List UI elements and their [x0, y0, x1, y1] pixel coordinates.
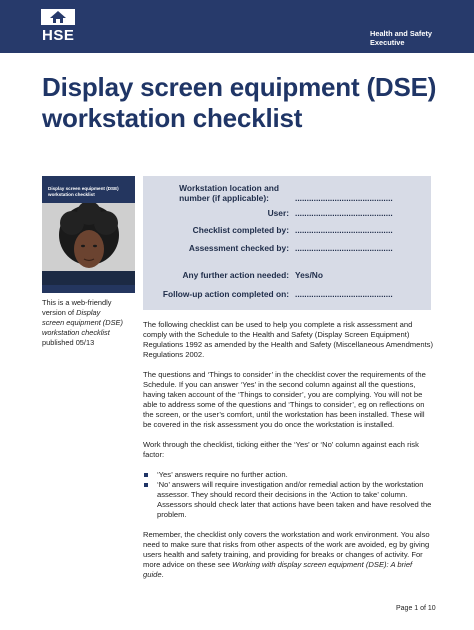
- intro-paragraph-2: The questions and ‘Things to consider’ in the checklist cover the requirements of the Schedule. If you can answer ‘Yes’ in the second column against all the questions, having taken account of the ‘Things to consider’, you are complying. You will not be able to address some of the questions and ‘Things to consider’, eg on reflections on the screen, or the user’s comfort, until the workstation has been installed. These will be covered in the risk assessment you do once the workstation is installed.: [143, 370, 426, 429]
- note-line-5: published 05/13: [42, 338, 95, 347]
- intro-text: [143, 320, 433, 590]
- further-action-field[interactable]: Yes/No: [295, 270, 323, 280]
- intro-paragraph-1: The following checklist can be used to help you complete a risk assessment and comply with the Schedule to the Health and Safety (Display Screen Equipment) Regulations 1992 as amended by the Health and Safety (Miscellaneous Amendments) Regulations 2002.: [143, 320, 434, 359]
- title-line-1: Display screen equipment (DSE): [42, 72, 437, 102]
- org-line-1: Health and Safety: [370, 29, 433, 38]
- location-label-line-1: Workstation location and: [179, 183, 279, 193]
- bullet-yes: [143, 470, 433, 480]
- note-line-3: [42, 318, 136, 328]
- location-label: [179, 183, 279, 203]
- logo-text: HSE: [42, 27, 75, 44]
- note-line-2-title: Display: [76, 308, 101, 317]
- user-field[interactable]: ..........................................: [295, 208, 393, 218]
- note-line-2-prefix: version of: [42, 308, 77, 317]
- note-line-4-title: workstation checklist: [42, 328, 110, 337]
- note-line-1: This is a web-friendly: [42, 298, 112, 307]
- further-action-label: Any further action needed:: [182, 270, 289, 280]
- web-version-note: [42, 298, 136, 348]
- assessment-details-form: [143, 176, 431, 310]
- org-line-2: Executive: [370, 38, 405, 47]
- bullet-no-text: ‘No’ answers will require investigation and/or remedial action by the workstation assessor. They should record their decisions in the ‘Action to take’ column. Assessors should check later that actions have been taken and have resolved the problem.: [157, 480, 432, 519]
- cover-title-line-1: Display screen equipment (DSE): [48, 186, 119, 191]
- page-number: Page 1 of 10: [396, 605, 436, 612]
- bullet-no: [143, 480, 433, 520]
- completed-by-field[interactable]: ..........................................: [295, 225, 393, 235]
- answer-bullets: [143, 470, 433, 520]
- note-line-4: [42, 328, 136, 338]
- bullet-yes-text: ‘Yes’ answers require no further action.: [157, 470, 288, 479]
- brief-guide-reference: Working with display screen equipment (DSE): A brief guide: [143, 560, 413, 579]
- title-line-2: workstation checklist: [42, 103, 303, 133]
- paragraph-4-text: Remember, the checklist only covers the workstation and work environment. You also need to make sure that risks from other aspects of the work are avoided, eg by giving users health and safety training, and providing for breaks or changes of activity. For more advice on these see: [143, 530, 430, 569]
- location-field[interactable]: ..........................................: [295, 193, 393, 203]
- intro-paragraph-3: Work through the checklist, ticking either the ‘Yes’ or ‘No’ column against each risk factor:: [143, 440, 419, 459]
- checked-by-label: Assessment checked by:: [188, 243, 289, 253]
- follow-up-label: Follow-up action completed on:: [162, 289, 289, 299]
- cover-title: [48, 186, 130, 198]
- follow-up-field[interactable]: ..........................................: [295, 289, 393, 299]
- intro-paragraph-4: [143, 530, 433, 580]
- page-title: [42, 72, 442, 134]
- cover-title-line-2: workstation checklist: [48, 191, 95, 197]
- location-label-line-2: number (if applicable):: [179, 193, 269, 203]
- cover-photo-woman-icon: [42, 203, 135, 285]
- paragraph-4-end: .: [161, 570, 164, 579]
- note-line-3-title: screen equipment (DSE): [42, 318, 123, 327]
- completed-by-label: Checklist completed by:: [192, 225, 289, 235]
- header-bar: [0, 0, 474, 53]
- bullet-square-icon: [144, 483, 148, 487]
- organisation-name: [370, 29, 432, 47]
- publication-cover-image: [42, 176, 135, 293]
- note-line-2: [42, 308, 136, 318]
- user-label: User:: [267, 208, 289, 218]
- bullet-square-icon: [144, 473, 148, 477]
- checked-by-field[interactable]: ..........................................: [295, 243, 393, 253]
